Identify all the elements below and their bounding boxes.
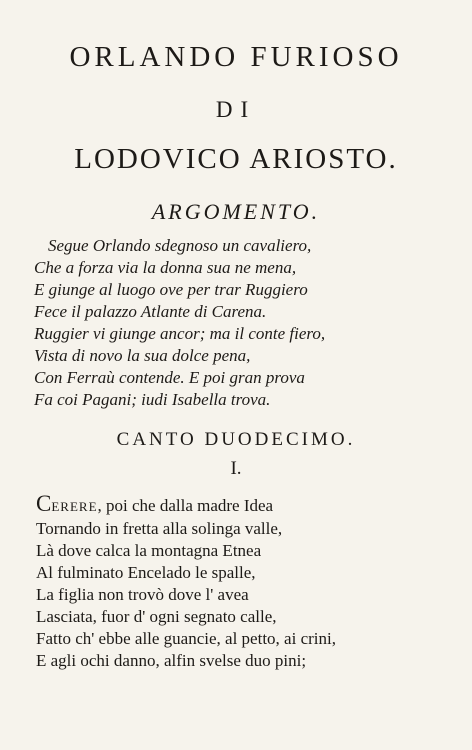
argomento-line: Segue Orlando sdegnoso un cavaliero, [48, 236, 312, 255]
argomento-heading: ARGOMENTO. [151, 199, 321, 224]
argomento-line: Fa coi Pagani; iudi Isabella trova. [34, 390, 271, 409]
drop-cap: C [36, 491, 52, 516]
canto-heading: CANTO DUODECIMO. [116, 429, 356, 450]
stanza-line: E agli ochi danno, alfin svelse duo pini; [36, 651, 307, 670]
stanza-line: Al fulminato Encelado le spalle, [36, 563, 256, 582]
stanza-line: Fatto ch' ebbe alle guancie, al petto, ai crini, [36, 629, 336, 648]
stanza-line: La figlia non trovò dove l' avea [36, 585, 249, 604]
argomento-line: Che a forza via la donna sua ne mena, [34, 258, 297, 277]
title-preposition: DI [215, 97, 257, 122]
argomento-line: Fece il palazzo Atlante di Carena. [34, 302, 267, 321]
stanza-number: I. [230, 458, 242, 479]
argomento-text [34, 235, 454, 411]
argomento-line: Ruggier vi giunge ancor; ma il conte fiero, [34, 324, 326, 343]
argomento-line: E giunge al luogo ove per trar Ruggiero [34, 280, 308, 299]
stanza-line: Là dove calca la montagna Etnea [36, 541, 262, 560]
stanza-text [36, 493, 456, 672]
first-word-smallcaps: ERERE [51, 499, 98, 514]
argomento-line: Con Ferraù contende. E poi gran prova [34, 368, 305, 387]
book-title: ORLANDO FURIOSO [69, 41, 403, 73]
first-line-rest: , poi che dalla madre Idea [97, 496, 274, 515]
stanza-first-line [36, 493, 456, 518]
argomento-line: Vista di novo la sua dolce pena, [34, 346, 251, 365]
stanza-line: Lasciata, fuor d' ogni segnato calle, [36, 607, 277, 626]
author-name: LODOVICO ARIOSTO. [74, 143, 398, 175]
stanza-line: Tornando in fretta alla solinga valle, [36, 519, 283, 538]
